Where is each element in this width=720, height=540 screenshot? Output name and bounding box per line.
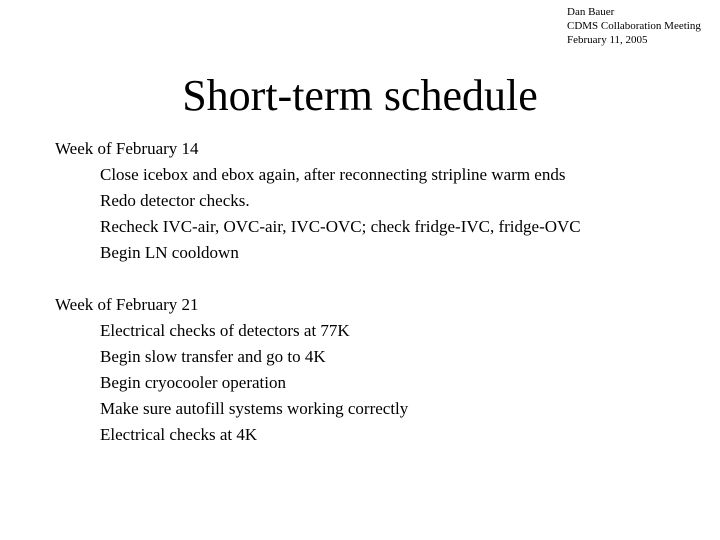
task-item: Redo detector checks. (100, 191, 250, 210)
meeting-name: CDMS Collaboration Meeting (567, 20, 701, 32)
week-heading: Week of February 14 (55, 139, 199, 158)
task-item: Begin cryocooler operation (100, 373, 286, 392)
task-item: Begin LN cooldown (100, 243, 239, 262)
task-list (55, 318, 408, 448)
task-item: Begin slow transfer and go to 4K (100, 347, 326, 366)
task-item: Close icebox and ebox again, after reconnecting stripline warm ends (100, 165, 566, 184)
task-item: Electrical checks of detectors at 77K (100, 321, 350, 340)
meeting-date: February 11, 2005 (567, 34, 648, 46)
slide-title: Short-term schedule (182, 71, 538, 120)
week-section-feb-21 (55, 292, 408, 448)
week-section-feb-14 (55, 136, 581, 266)
week-heading: Week of February 21 (55, 295, 199, 314)
task-item: Make sure autofill systems working correctly (100, 399, 409, 418)
task-item: Electrical checks at 4K (100, 425, 258, 444)
task-item: Recheck IVC-air, OVC-air, IVC-OVC; check fridge-IVC, fridge-OVC (100, 217, 581, 236)
task-list (55, 162, 581, 266)
author-name: Dan Bauer (567, 6, 615, 18)
header-info (567, 5, 701, 47)
